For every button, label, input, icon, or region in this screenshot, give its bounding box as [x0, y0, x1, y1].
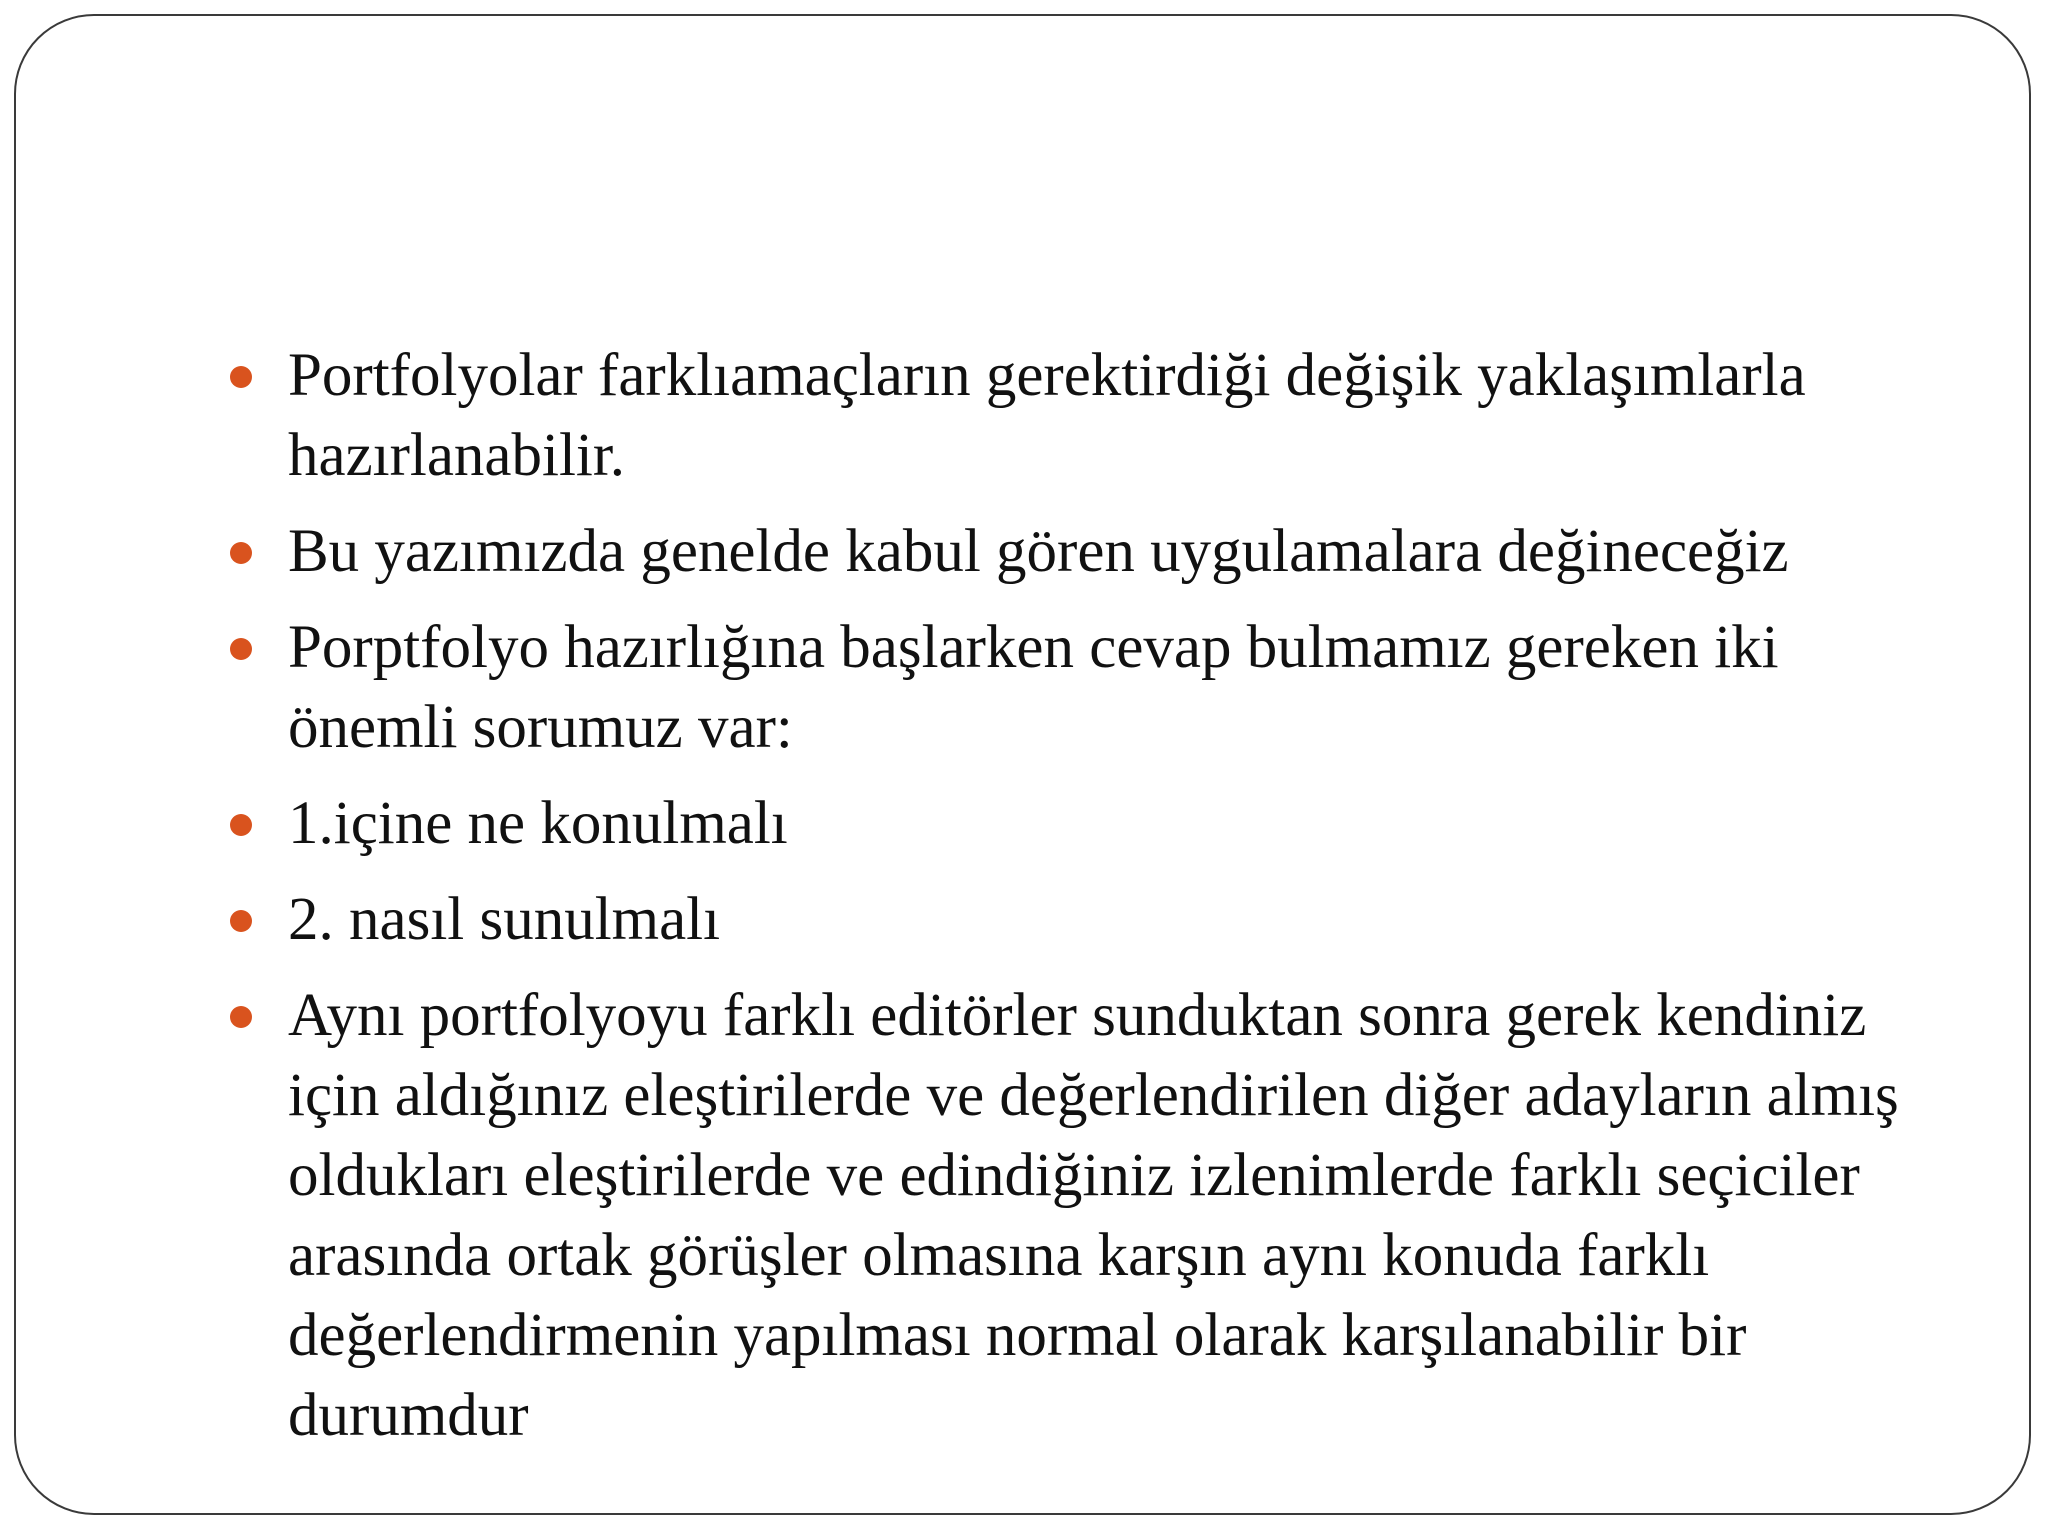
bullet-item-5 — [228, 880, 1948, 960]
bullet-item-3 — [228, 608, 1948, 768]
bullet-dot-icon — [230, 814, 252, 836]
bullet-item-6 — [228, 976, 1948, 1456]
bullet-text: Portfolyolar farklıamaçların gerektirdiği değişik yaklaşımlarla hazırlanabilir. — [288, 342, 1806, 489]
bullet-text: 1.içine ne konulmalı — [288, 790, 788, 857]
bullet-text: Bu yazımızda genelde kabul gören uygulamalara değineceğiz — [288, 518, 1789, 585]
bullet-item-4 — [228, 784, 1948, 864]
bullet-text: 2. nasıl sunulmalı — [288, 886, 721, 953]
bullet-dot-icon — [230, 542, 252, 564]
bullet-dot-icon — [230, 1006, 252, 1028]
bullet-item-1 — [228, 336, 1948, 496]
bullet-item-2 — [228, 512, 1948, 592]
bullet-dot-icon — [230, 910, 252, 932]
bullet-text: Aynı portfolyoyu farklı editörler sunduktan sonra gerek kendiniz için aldığınız eleştirilerde ve değerlendirilen diğer adayların almış oldukları eleştirilerde ve edindiğiniz izlenimlerde farklı seçiciler arasında ortak görüşler olmasına karşın aynı konuda farklı değerlendirmenin yapılması normal olarak karşılanabilir bir durumdur — [288, 982, 1899, 1449]
bullet-dot-icon — [230, 366, 252, 388]
bullet-list — [228, 336, 1948, 1472]
bullet-text: Porptfolyo hazırlığına başlarken cevap bulmamız gereken iki önemli sorumuz var: — [288, 614, 1779, 761]
bullet-dot-icon — [230, 638, 252, 660]
